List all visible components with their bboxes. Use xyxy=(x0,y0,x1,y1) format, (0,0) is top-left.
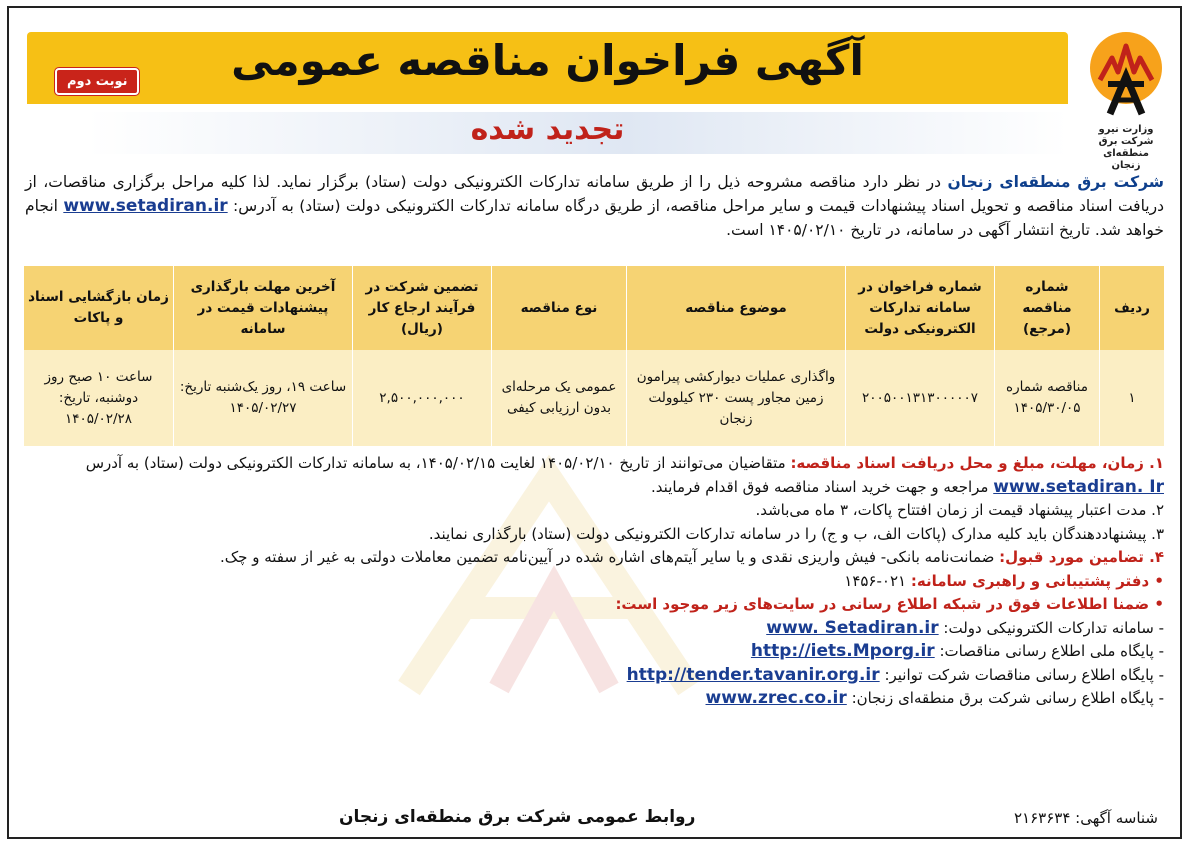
note-4-label: ۴. تضامین مورد قبول: xyxy=(999,548,1164,566)
col-deadline: آخرین مهلت بارگذاری پیشنهادات قیمت در سامانه xyxy=(174,266,353,350)
note-3: ۳. پیشنهاددهندگان باید کلیه مدارک (پاکات الف، ب و ج) را در سامانه تدارکات الکترونیکی دولت (ستاد) بارگذاری نمایند. xyxy=(428,524,1164,543)
support-line xyxy=(25,570,1164,594)
table-row xyxy=(24,350,1165,446)
note-1-text: متقاضیان می‌توانند از تاریخ ۱۴۰۵/۰۲/۱۰ لغایت ۱۴۰۵/۰۲/۱۵، به سامانه تدارکات الکترونیکی دولت (ستاد) به آدرس xyxy=(85,454,791,472)
col-guarantee: تضمین شرکت در فرآیند ارجاع کار (ریال) xyxy=(353,266,492,350)
tender-announcement xyxy=(7,6,1182,839)
site-link-iets[interactable]: http://iets.Mporg.ir xyxy=(750,641,935,661)
cell-type: عمومی یک مرحله‌ای بدون ارزیابی کیفی xyxy=(492,350,627,446)
note-1-link[interactable]: www.setadiran. Ir xyxy=(993,476,1164,497)
site-link-zrec[interactable]: www.zrec.co.ir xyxy=(705,688,847,708)
col-row-number: ردیف xyxy=(1100,266,1165,350)
col-opening: زمان بازگشایی اسناد و پاکات xyxy=(24,266,174,350)
note-4 xyxy=(25,546,1164,570)
site-label: - پایگاه ملی اطلاع رسانی مناقصات: xyxy=(939,642,1164,660)
ad-id: شناسه آگهی: ۲۱۶۳۶۳۴ xyxy=(1014,809,1158,827)
cell-deadline: ساعت ۱۹، روز یک‌شنبه تاریخ: ۱۴۰۵/۰۲/۲۷ xyxy=(174,350,353,446)
note-1 xyxy=(25,452,1164,499)
page-subtitle: تجدید شده xyxy=(470,112,625,147)
logo-line-company: شرکت برق منطقه‌ای xyxy=(1098,136,1154,159)
tower-icon xyxy=(1086,28,1166,124)
col-subject: موضوع مناقصه xyxy=(627,266,846,350)
cell-call-number: ۲۰۰۵۰۰۱۳۱۳۰۰۰۰۰۷ xyxy=(846,350,995,446)
tender-table xyxy=(23,266,1164,446)
col-call-number: شماره فراخوان در سامانه تدارکات الکترونیکی دولت xyxy=(846,266,995,350)
page-title: آگهی فراخوان مناقصه عمومی xyxy=(231,36,864,85)
round-badge: نوبت دوم xyxy=(55,68,139,95)
site-item xyxy=(25,687,1164,711)
site-label: - پایگاه اطلاع رسانی شرکت برق منطقه‌ای زنجان: xyxy=(851,689,1164,707)
intro-paragraph xyxy=(25,170,1164,242)
site-link-setad[interactable]: www. Setadiran.ir xyxy=(766,617,939,638)
cell-opening: ساعت ۱۰ صبح روز دوشنبه، تاریخ: ۱۴۰۵/۰۲/۲۸ xyxy=(24,350,174,446)
col-type: نوع مناقصه xyxy=(492,266,627,350)
support-label: • دفتر پشتیبانی و راهبری سامانه: xyxy=(910,571,1164,590)
site-item xyxy=(25,617,1164,641)
cell-tender-ref: مناقصه شماره ۱۴۰۵/۳۰/۰۵ xyxy=(995,350,1100,446)
table-header-row xyxy=(24,266,1165,350)
logo-line-city: زنجان xyxy=(1111,160,1141,171)
setad-link[interactable]: www.setadiran.ir xyxy=(63,196,228,216)
ministry-logo xyxy=(1082,28,1170,171)
note-4-text: ضمانت‌نامه بانکی- فیش واریزی نقدی و یا سایر آیتم‌های اشاره شده در آیین‌نامه تضمین معاملات دولتی به غیر از سفته و چک. xyxy=(219,548,1000,566)
site-link-tavanir[interactable]: http://tender.tavanir.org.ir xyxy=(626,664,880,685)
intro-text-1: در نظر دارد مناقصه مشروحه ذیل را از طریق سامانه تدارکات الکترونیکی دولت (ستاد) برگزار نماید. لذا کلیه مراحل برگزاری مناقصات، از دریافت اسناد مناقصه و تحویل اسناد پیشنهادات قیمت و سایر مراحل مناقصه، از طریق درگاه سامانه تدارکات الکترونیکی دولت (ستاد) به آدرس: xyxy=(25,173,1165,215)
info-heading: • ضمنا اطلاعات فوق در شبکه اطلاع رسانی در سایت‌های زیر موجود است: xyxy=(615,595,1164,613)
title-banner xyxy=(27,32,1068,104)
support-phone: ۰۲۱-۱۴۵۶ xyxy=(844,571,911,590)
cell-subject: واگذاری عملیات دیوارکشی پیرامون زمین مجاور پست ۲۳۰ کیلوولت زنجان xyxy=(627,350,846,446)
site-item xyxy=(25,664,1164,688)
site-item xyxy=(25,640,1164,664)
note-2: ۲. مدت اعتبار پیشنهاد قیمت از زمان افتتاح پاکات، ۳ ماه می‌باشد. xyxy=(755,501,1164,519)
col-tender-ref: شماره مناقصه (مرجع) xyxy=(995,266,1100,350)
site-label: - سامانه تدارکات الکترونیکی دولت: xyxy=(943,618,1164,637)
company-name: شرکت برق منطقه‌ای زنجان xyxy=(947,173,1164,191)
cell-guarantee: ۲,۵۰۰,۰۰۰,۰۰۰ xyxy=(353,350,492,446)
note-1-label: ۱. زمان، مهلت، مبلغ و محل دریافت اسناد مناقصه: xyxy=(790,454,1164,472)
site-label: - پایگاه اطلاع رسانی مناقصات شرکت توانیر: xyxy=(884,665,1164,684)
intro-text-2: انجام خواهد شد. تاریخ انتشار آگهی در سامانه، در تاریخ ۱۴۰۵/۰۲/۱۰ است. xyxy=(25,197,1164,239)
logo-line-ministry: وزارت نیرو xyxy=(1098,124,1154,135)
subtitle-banner xyxy=(27,108,1068,158)
note-1-text-2: مراجعه و جهت خرید اسناد مناقصه فوق اقدام فرمایند. xyxy=(651,477,994,496)
cell-row-number: ۱ xyxy=(1100,350,1165,446)
notes-section xyxy=(25,452,1164,711)
signature: روابط عمومی شرکت برق منطقه‌ای زنجان xyxy=(339,807,696,827)
